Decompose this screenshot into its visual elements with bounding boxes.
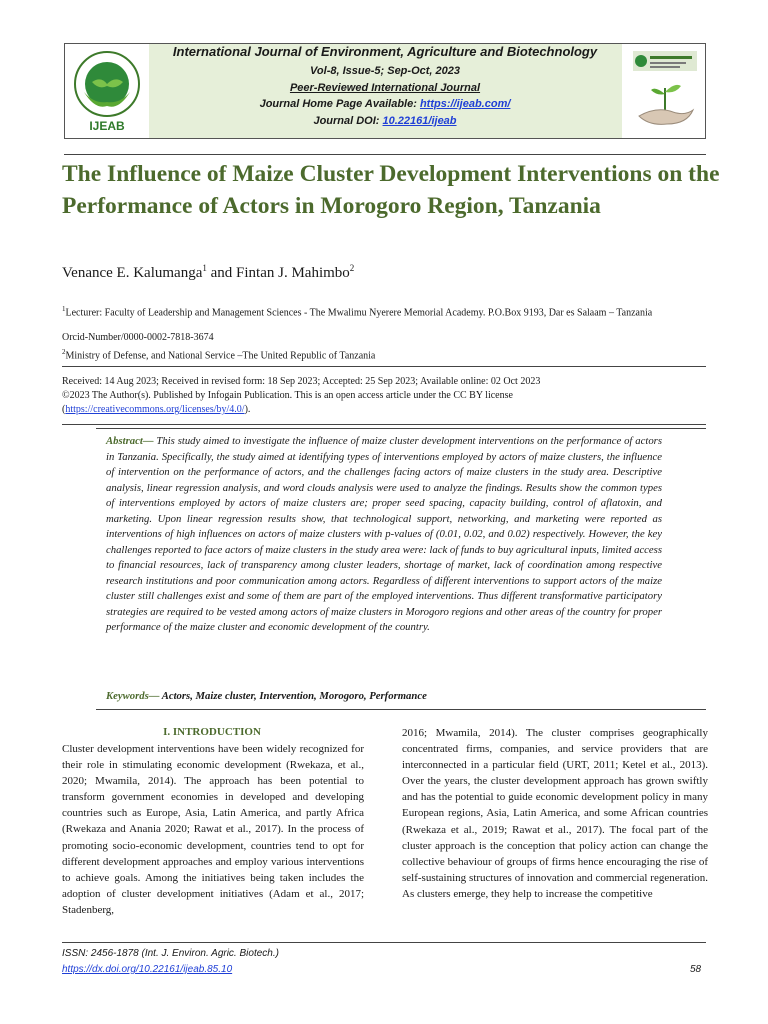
affiliation-text: Lecturer: Faculty of Leadership and Management Sciences - The Mwalimu Nyerere Memorial Academy. P.O.Box 9193, Dar es Salaam – Tanzania — [65, 307, 653, 319]
divider — [96, 709, 706, 710]
footer-issn: ISSN: 2456-1878 (Int. J. Environ. Agric. Biotech.) — [62, 948, 279, 959]
body-column-left: Cluster development interventions have been widely recognized for their role in stimulating economic development (Rwekaza, et al., 2020; Mwamila, 2014). The approach has been potential to transform government economies in developed and developing countries such as Europe, Asia, Latin America, and partly Africa (Rwekaza and Anania 2020; Rawat et al., 2017). In the process of promoting socio-economic development, countries tend to opt for different development approaches and employ various interventions to achieve goals. Among the initiatives being taken includes the adoption of cluster development initiatives (Adam et al., 2017; Stadenberg, — [62, 743, 364, 916]
divider — [64, 154, 706, 155]
body-column-right: 2016; Mwamila, 2014). The cluster comprises geographically concentrated firms, companies, and service providers that are interconnected in a particular field (URT, 2011; Ketel et al., 2013). Over the years, the cluster development approach has grown swiftly and has the potential to guide economic development policy in many European regions, Asia, Latin America, and some African countries (Rwekaza et al., 2019; Rawat et al., 2017). The focal part of the cluster approach is the conception that policy action can change the collective behaviour of groups of firms hence encouraging the rise of self-sustaining structures of innovation and commercial regeneration. As clusters emerge, they help to increase the competitive — [402, 727, 708, 900]
journal-doi-label: Journal DOI: — [313, 115, 383, 127]
abstract-text: This study aimed to investigate the influence of maize cluster development interventions on the performance of actors in Tanzania. Specifically, the study aimed at identifying types of interventions employed by actors of maize clusters, the influence of intervention on the performance of actors, and the challenges facing actors of maize clusters in the study area. Descriptive analysis, linear regression analysis, and word clouds analysis were used to analyze the findings. Results show the common types of interventions employed by actors of maize clusters are; proper seed spacing, capacity building, control of aflatoxin, and marketing. Upon linear regression results show, that technological support, networking, and marketing were reported as interventions of high influences on actors of maize clusters with p-values of (0.01, 0.02, and 0.02) respectively. However, the key challenges reported to face actors of maize clusters in the study area were: lack of funds to buy agricultural inputs, limited access to financial resources, lack of transparency among cluster leaders, shortage of market, lack of coordination among respective research institutions and poor communication among actors. Regardless of different interventions to support actors of the maize cluster still challenges exist and some of them are part of the employed interventions. Thus different transformative participatory strategies are required to be vested among actors of maize clusters in Morogoro regions and other areas of the country for proper performance of the maize cluster and economic development of the country. — [106, 435, 662, 633]
author-list — [62, 263, 354, 282]
journal-cover-image — [627, 46, 703, 136]
keywords-text: Actors, Maize cluster, Intervention, Morogoro, Performance — [159, 690, 427, 702]
license-statement: ©2023 The Author(s). Published by Infogain Publication. This is an open access article under the CC BY license — [62, 390, 513, 401]
section-heading: I. INTRODUCTION — [163, 726, 261, 738]
divider — [96, 428, 706, 429]
received-dates: Received: 14 Aug 2023; Received in revised form: 18 Sep 2023; Accepted: 25 Sep 2023; Available online: 02 Oct 2023 — [62, 376, 541, 387]
orcid: Orcid-Number/0000-0002-7818-3674 — [62, 332, 214, 343]
abstract-label: Abstract— — [106, 435, 154, 447]
footer-doi-link[interactable]: https://dx.doi.org/10.22161/ijeab.85.10 — [62, 964, 233, 975]
author-affiliation-marker: 2 — [349, 263, 355, 273]
page-number: 58 — [690, 964, 702, 975]
abstract — [106, 434, 662, 636]
divider — [62, 942, 706, 943]
home-page-link[interactable]: https://ijeab.com/ — [419, 98, 511, 110]
journal-title: International Journal of Environment, Agriculture and Biotechnology — [172, 44, 598, 59]
home-page-label: Journal Home Page Available: — [259, 98, 420, 110]
author-separator: and — [206, 265, 237, 281]
keywords-label: Keywords— — [106, 690, 160, 702]
license-url-line — [62, 403, 712, 417]
journal-doi-link[interactable]: 10.22161/ijeab — [382, 115, 457, 127]
paper-title: The Influence of Maize Cluster Development Interventions on the Performance of Actors in Morogoro Region, Tanzania — [62, 161, 720, 219]
author-name: Venance E. Kalumanga — [62, 265, 203, 281]
journal-home-page — [150, 98, 620, 110]
journal-doi — [150, 115, 620, 127]
affiliation-text: Ministry of Defense, and National Service –The United Republic of Tanzania — [65, 350, 376, 362]
peer-reviewed-label: Peer-Reviewed International Journal — [289, 82, 481, 94]
affiliation-marker: 2 — [62, 348, 66, 356]
affiliation-2 — [62, 345, 712, 363]
license-paren-open: ( — [62, 404, 66, 415]
journal-volume: Vol-8, Issue-5; Sep-Oct, 2023 — [310, 65, 460, 77]
divider — [62, 366, 706, 367]
affiliation-1 — [62, 302, 712, 320]
author-name: Fintan J. Mahimbo — [236, 265, 350, 281]
divider — [62, 424, 706, 425]
affiliation-marker: 1 — [62, 305, 66, 313]
logo-text: IJEAB — [89, 119, 125, 133]
author-affiliation-marker: 1 — [202, 263, 207, 273]
journal-logo — [68, 46, 146, 136]
license-paren-close: ). — [244, 404, 251, 415]
keywords — [106, 690, 427, 702]
license-link[interactable]: https://creativecommons.org/licenses/by/4.0/ — [65, 404, 245, 415]
